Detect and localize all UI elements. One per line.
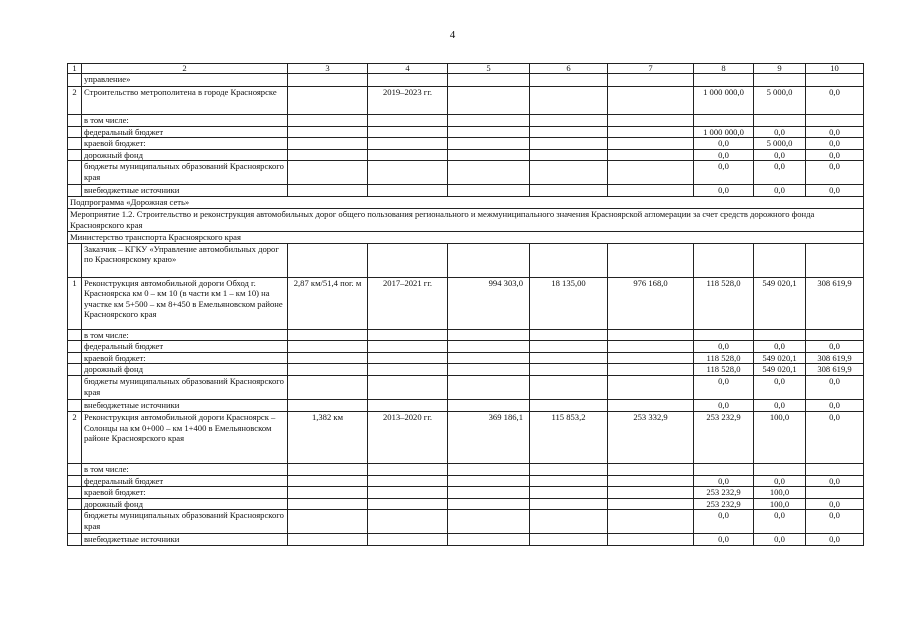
table-row — [68, 463, 864, 475]
value-cell: 100,0 — [754, 487, 806, 499]
row-label: бюджеты муниципальных образований Красноярского края — [82, 375, 288, 399]
table-row — [68, 475, 864, 487]
row-label: дорожный фонд — [82, 498, 288, 510]
table-row — [68, 149, 864, 161]
header-row — [68, 64, 864, 74]
value-cell: 0,0 — [694, 475, 754, 487]
measure-title: Мероприятие 1.2. Строительство и реконструкция автомобильных дорог общего пользования регионального и межмуниципального значения Красноярской агломерации за счет средств дорожного фонда Красноярского края — [68, 208, 864, 231]
value-cell: 0,0 — [806, 510, 864, 534]
table-row — [68, 498, 864, 510]
row-label: краевой бюджет: — [82, 487, 288, 499]
table-row — [68, 185, 864, 197]
value-cell: 549 020,1 — [754, 364, 806, 376]
value-cell: 0,0 — [806, 375, 864, 399]
value-cell: 0,0 — [694, 510, 754, 534]
col-header: 1 — [68, 64, 82, 74]
value-cell: 308 619,9 — [806, 277, 864, 329]
row-label: бюджеты муниципальных образований Красноярского края — [82, 510, 288, 534]
table-row — [68, 411, 864, 463]
value-cell: 0,0 — [694, 185, 754, 197]
table-row — [68, 341, 864, 353]
col-header: 7 — [608, 64, 694, 74]
item-name: Строительство метрополитена в городе Красноярске — [82, 87, 288, 115]
measure-row — [68, 208, 864, 231]
value-cell: 0,0 — [694, 534, 754, 546]
row-label: федеральный бюджет — [82, 126, 288, 138]
value-cell: 0,0 — [694, 375, 754, 399]
value-cell: 1 000 000,0 — [694, 126, 754, 138]
item-name: Реконструкция автомобильной дороги Обход г. Красноярска км 0 – км 10 (в части км 1 – км 10) на участке км 5+500 – км 8+450 в Емельяновском районе Красноярского края — [82, 277, 288, 329]
length-cell: 2,87 км/51,4 пог. м — [288, 277, 368, 329]
table-row — [68, 126, 864, 138]
value-cell: 0,0 — [754, 534, 806, 546]
row-label: в том числе: — [82, 329, 288, 341]
table-row — [68, 115, 864, 127]
value-cell: 0,0 — [806, 149, 864, 161]
value-cell: 0,0 — [754, 149, 806, 161]
customer-label: Заказчик – КГКУ «Управление автомобильных дорог по Красноярскому краю» — [82, 243, 288, 277]
col-header: 5 — [448, 64, 530, 74]
value-cell: 5 000,0 — [754, 138, 806, 150]
subprogram-title: Подпрограмма «Дорожная сеть» — [68, 197, 864, 209]
table-row — [68, 352, 864, 364]
value-cell: 0,0 — [754, 475, 806, 487]
row-label: внебюджетные источники — [82, 399, 288, 411]
length-cell: 1,382 км — [288, 411, 368, 463]
row-label: внебюджетные источники — [82, 185, 288, 197]
period-cell: 2017–2021 гг. — [368, 277, 448, 329]
value-cell: 115 853,2 — [530, 411, 608, 463]
period-cell: 2019–2023 гг. — [368, 87, 448, 115]
period-cell: 2013–2020 гг. — [368, 411, 448, 463]
value-cell: 5 000,0 — [754, 87, 806, 115]
ministry-title: Министерство транспорта Красноярского края — [68, 231, 864, 243]
value-cell: 0,0 — [754, 510, 806, 534]
row-label: бюджеты муниципальных образований Красноярского края — [82, 161, 288, 185]
value-cell: 994 303,0 — [448, 277, 530, 329]
value-cell: 118 528,0 — [694, 352, 754, 364]
value-cell: 0,0 — [806, 185, 864, 197]
value-cell: 0,0 — [754, 375, 806, 399]
value-cell: 0,0 — [806, 87, 864, 115]
value-cell: 1 000 000,0 — [694, 87, 754, 115]
row-label: внебюджетные источники — [82, 534, 288, 546]
value-cell: 100,0 — [754, 411, 806, 463]
row-label: федеральный бюджет — [82, 475, 288, 487]
col-header: 9 — [754, 64, 806, 74]
col-header: 4 — [368, 64, 448, 74]
col-header: 6 — [530, 64, 608, 74]
table-row — [68, 364, 864, 376]
row-label: дорожный фонд — [82, 149, 288, 161]
row-label: в том числе: — [82, 463, 288, 475]
table-row — [68, 487, 864, 499]
ministry-row — [68, 231, 864, 243]
value-cell: 0,0 — [806, 399, 864, 411]
col-header: 10 — [806, 64, 864, 74]
row-number: 1 — [68, 277, 82, 329]
value-cell: 0,0 — [694, 161, 754, 185]
value-cell: 253 332,9 — [608, 411, 694, 463]
item-name: Реконструкция автомобильной дороги Красноярск – Солонцы на км 0+000 – км 1+400 в Емельяновском районе Красноярского края — [82, 411, 288, 463]
value-cell: 0,0 — [694, 341, 754, 353]
table-row — [68, 329, 864, 341]
value-cell: 100,0 — [754, 498, 806, 510]
value-cell: 0,0 — [806, 161, 864, 185]
budget-table — [67, 63, 864, 546]
value-cell: 0,0 — [694, 138, 754, 150]
value-cell: 0,0 — [754, 126, 806, 138]
table-row — [68, 510, 864, 534]
value-cell: 0,0 — [754, 161, 806, 185]
value-cell: 549 020,1 — [754, 277, 806, 329]
value-cell: 0,0 — [694, 399, 754, 411]
table-row — [68, 74, 864, 87]
value-cell: 0,0 — [806, 126, 864, 138]
value-cell: 549 020,1 — [754, 352, 806, 364]
value-cell: 0,0 — [694, 149, 754, 161]
value-cell: 253 232,9 — [694, 411, 754, 463]
table-row — [68, 534, 864, 546]
table-row — [68, 161, 864, 185]
page-number: 4 — [449, 29, 456, 41]
value-cell: 308 619,9 — [806, 364, 864, 376]
row-label: в том числе: — [82, 115, 288, 127]
value-cell: 0,0 — [754, 341, 806, 353]
row-label: управление» — [82, 74, 288, 87]
value-cell: 253 232,9 — [694, 487, 754, 499]
row-label: дорожный фонд — [82, 364, 288, 376]
value-cell: 0,0 — [754, 399, 806, 411]
table-row — [68, 399, 864, 411]
col-header: 8 — [694, 64, 754, 74]
row-label: федеральный бюджет — [82, 341, 288, 353]
customer-row — [68, 243, 864, 277]
value-cell: 0,0 — [806, 498, 864, 510]
value-cell: 118 528,0 — [694, 364, 754, 376]
subprogram-row — [68, 197, 864, 209]
value-cell — [806, 487, 864, 499]
value-cell: 0,0 — [806, 138, 864, 150]
value-cell: 0,0 — [806, 534, 864, 546]
value-cell: 369 186,1 — [448, 411, 530, 463]
table-row — [68, 375, 864, 399]
value-cell: 0,0 — [806, 341, 864, 353]
value-cell: 976 168,0 — [608, 277, 694, 329]
table-row — [68, 277, 864, 329]
table-row — [68, 138, 864, 150]
col-header: 2 — [82, 64, 288, 74]
value-cell: 0,0 — [806, 475, 864, 487]
col-header: 3 — [288, 64, 368, 74]
value-cell: 308 619,9 — [806, 352, 864, 364]
value-cell: 18 135,00 — [530, 277, 608, 329]
value-cell: 118 528,0 — [694, 277, 754, 329]
value-cell: 0,0 — [754, 185, 806, 197]
row-number: 2 — [68, 411, 82, 463]
row-number: 2 — [68, 87, 82, 115]
row-label: краевой бюджет: — [82, 352, 288, 364]
table-row — [68, 87, 864, 115]
value-cell: 0,0 — [806, 411, 864, 463]
row-label: краевой бюджет: — [82, 138, 288, 150]
value-cell: 253 232,9 — [694, 498, 754, 510]
